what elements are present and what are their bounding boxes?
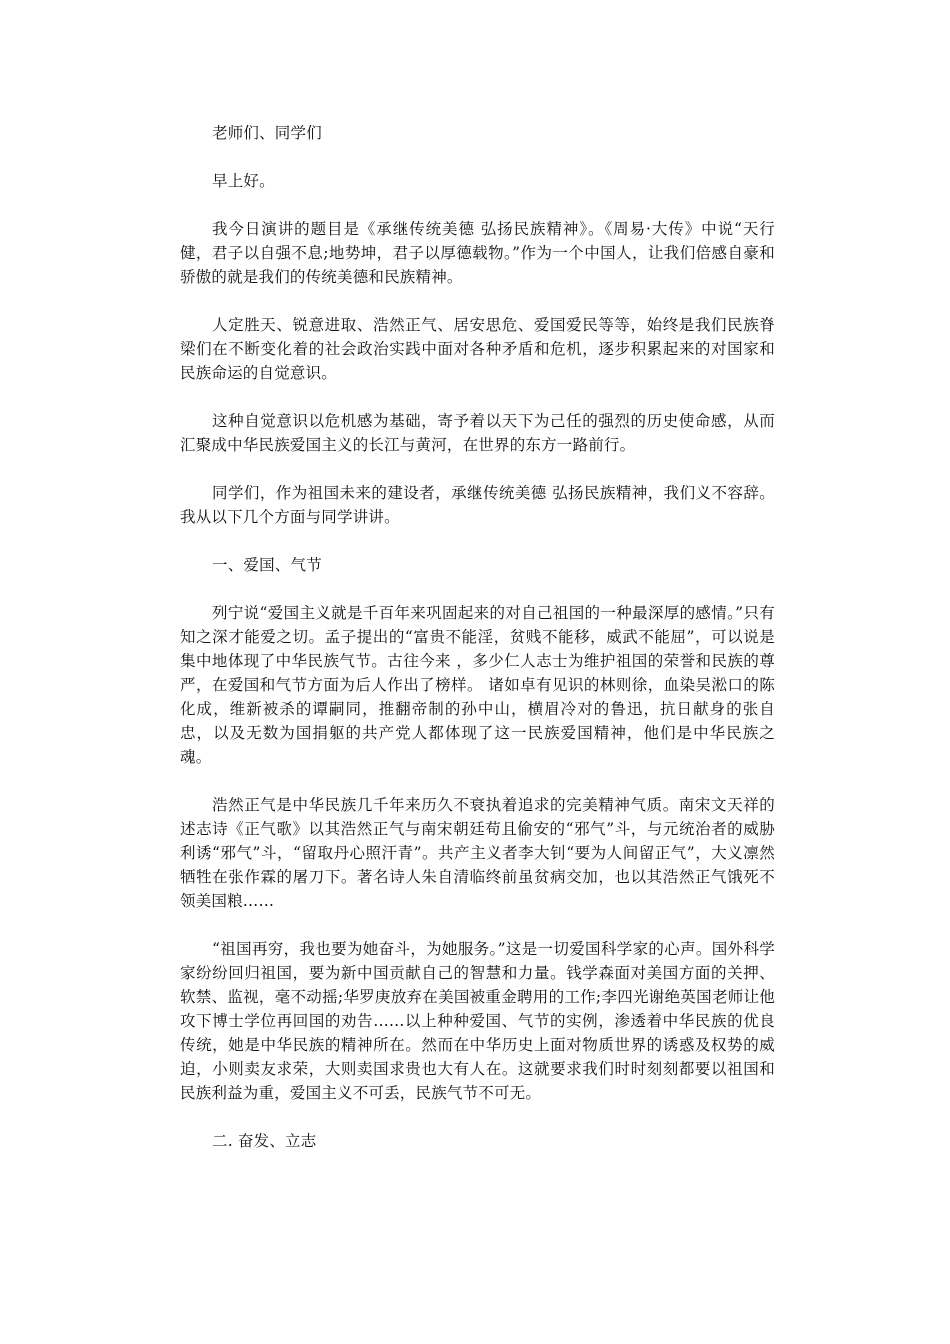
scientists-paragraph: “祖国再穷，我也要为她奋斗，为她服务。”这是一切爱国科学家的心声。国外科学家纷纷回归祖国，要为新中国贡献自己的智慧和力量。钱学森面对美国方面的关押、软禁、监视，毫不动摇;华罗庚放弃在美国被重金聘用的工作;李四光谢绝英国老师让他攻下博士学位再回国的劝告……以上种种爱国、气节的实例，渗透着中华民族的优良传统，她是中华民族的精神所在。然而在中华历史上面对物质世界的诱惑及权势的威迫，小则卖友求荣，大则卖国求贵也大有人在。这就要求我们时时刻刻都要以祖国和民族利益为重，爱国主义不可丢，民族气节不可无。 — [180, 940, 775, 1102]
section-heading-patriotism: 一、爱国、气节 — [212, 556, 322, 574]
students-paragraph: 同学们，作为祖国未来的建设者，承继传统美德 弘扬民族精神，我们义不容辞。我从以下几个方面与同学讲讲。 — [180, 484, 775, 526]
section-heading-aspiration: 二. 奋发、立志 — [212, 1132, 317, 1150]
good-morning-line: 早上好。 — [212, 172, 275, 190]
speech-text — [180, 121, 775, 1177]
greeting-line: 老师们、同学们 — [212, 124, 322, 142]
spirit-paragraph: 人定胜天、锐意进取、浩然正气、居安思危、爱国爱民等等，始终是我们民族脊梁们在不断变化着的社会政治实践中面对各种矛盾和危机，逐步积累起来的对国家和民族命运的自觉意识。 — [180, 316, 775, 382]
lenin-paragraph: 列宁说“爱国主义就是千百年来巩固起来的对自己祖国的一种最深厚的感情。”只有知之深才能爱之切。孟子提出的“富贵不能淫，贫贱不能移，威武不能屈”，可以说是集中地体现了中华民族气节。古往今来 ，多少仁人志士为维护祖国的荣誉和民族的尊严，在爱国和气节方面为后人作出了榜样。 诸如卓有见识的林则徐，血染吴淞口的陈化成，维新被杀的谭嗣同，推翻帝制的孙中山，横眉冷对的鲁迅，抗日献身的张自忠，以及无数为国捐躯的共产党人都体现了这一民族爱国精神，他们是中华民族之魂。 — [180, 604, 775, 766]
righteousness-paragraph: 浩然正气是中华民族几千年来历久不衰执着追求的完美精神气质。南宋文天祥的述志诗《正气歌》以其浩然正气与南宋朝廷苟且偷安的“邪气”斗，与元统治者的威胁利诱“邪气”斗，“留取丹心照汗青”。共产主义者李大钊“要为人间留正气”，大义凛然牺牲在张作霖的屠刀下。著名诗人朱自清临终前虽贫病交加，也以其浩然正气饿死不领美国粮…… — [180, 796, 775, 910]
intro-paragraph: 我今日演讲的题目是《承继传统美德 弘扬民族精神》。《周易·大传》中说“天行健，君子以自强不息;地势坤，君子以厚德载物。”作为一个中国人，让我们倍感自豪和骄傲的就是我们的传统美德和民族精神。 — [180, 220, 775, 286]
awareness-paragraph: 这种自觉意识以危机感为基础，寄予着以天下为己任的强烈的历史使命感，从而汇聚成中华民族爱国主义的长江与黄河，在世界的东方一路前行。 — [180, 412, 775, 454]
